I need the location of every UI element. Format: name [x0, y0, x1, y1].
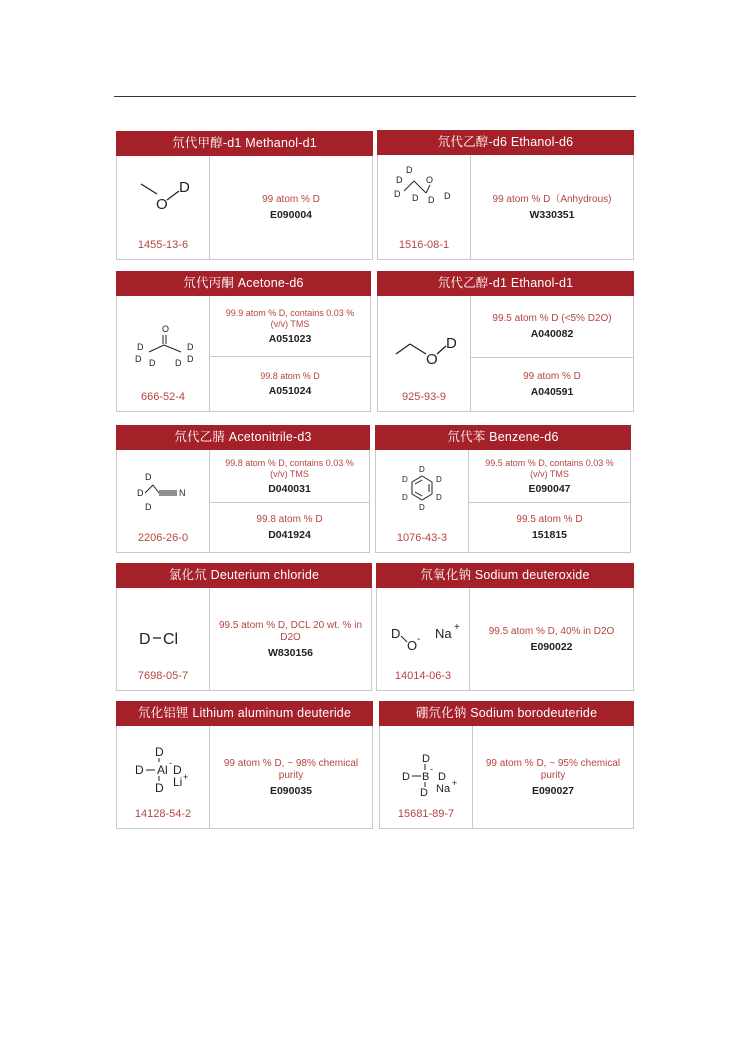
product-card-sodium-deuteroxide	[376, 563, 634, 691]
svg-text:+: +	[452, 778, 458, 788]
structure-panel	[378, 155, 471, 259]
svg-text:D: D	[436, 475, 442, 484]
svg-text:D: D	[187, 354, 194, 364]
structure-panel	[376, 450, 469, 552]
spec-text: 99.5 atom % D (<5% D2O)	[492, 313, 612, 324]
product-card-methanol-d1	[116, 131, 373, 260]
svg-text:D: D	[149, 358, 156, 368]
acetonitrile-d3-structure-icon	[121, 456, 205, 526]
svg-text:Li: Li	[173, 775, 183, 789]
catalog-number: D040031	[268, 482, 311, 495]
svg-text:D: D	[412, 193, 419, 203]
sodium-deuteroxide-structure-icon	[381, 594, 465, 664]
svg-text:O: O	[407, 638, 418, 653]
svg-text:D: D	[175, 358, 182, 368]
spec-cell	[469, 450, 630, 502]
card-title: 氘代甲醇-d1 Methanol-d1	[116, 131, 373, 156]
svg-text:D: D	[406, 165, 413, 175]
cas-number: 15681-89-7	[397, 808, 455, 820]
catalog-number: E090022	[530, 640, 573, 653]
methanol-d1-structure-icon	[121, 162, 205, 232]
spec-text: 99.5 atom % D, 40% in D2O	[488, 625, 615, 637]
svg-text:D: D	[155, 745, 164, 759]
structure-panel	[378, 296, 471, 411]
cas-number: 925-93-9	[401, 391, 447, 403]
catalog-number: W330351	[529, 208, 575, 221]
svg-text:Na: Na	[436, 783, 451, 795]
deuterium-chloride-structure-icon	[121, 594, 205, 664]
catalog-number: A051024	[268, 385, 312, 397]
svg-text:D: D	[422, 753, 430, 765]
spec-cell	[210, 588, 371, 690]
catalog-number: E090004	[269, 209, 313, 221]
product-card-ethanol-d6	[377, 130, 634, 260]
svg-text:D: D	[402, 771, 410, 783]
catalog-number: A040591	[530, 386, 574, 398]
spec-text: 99 atom % D（Anhydrous)	[492, 193, 612, 205]
product-card-lithium-aluminum-deuteride	[116, 701, 373, 829]
svg-text:D: D	[402, 493, 408, 502]
cas-number: 7698-05-7	[137, 670, 189, 682]
svg-text:Al: Al	[157, 763, 168, 777]
product-card-sodium-borodeuteride	[379, 701, 634, 829]
sodium-borodeuteride-structure-icon	[384, 732, 468, 802]
card-title: 硼氘化钠 Sodium borodeuteride	[379, 701, 634, 726]
catalog-number: E090047	[528, 482, 571, 495]
benzene-d6-structure-icon	[380, 456, 464, 528]
cas-number: 666-52-4	[140, 391, 186, 403]
cas-number: 14014-06-3	[394, 670, 452, 682]
svg-text:D: D	[137, 488, 144, 498]
spec-cell	[210, 356, 370, 411]
card-title: 氘代乙腈 Acetonitrile-d3	[116, 425, 370, 450]
structure-panel	[380, 726, 473, 828]
catalog-number: D041924	[268, 529, 311, 541]
product-card-acetone-d6	[116, 271, 371, 412]
product-card-deuterium-chloride	[116, 563, 372, 691]
svg-text:D: D	[446, 335, 457, 352]
svg-text:-: -	[169, 758, 172, 768]
svg-text:D: D	[145, 472, 152, 482]
product-card-benzene-d6	[375, 425, 631, 553]
spec-text: 99.8 atom % D, contains 0.03 % (v/v) TMS	[225, 457, 354, 479]
cas-number: 14128-54-2	[134, 808, 192, 820]
svg-text:D: D	[436, 493, 442, 502]
acetone-d6-structure-icon	[121, 302, 205, 382]
svg-text:D: D	[135, 354, 142, 364]
ethanol-d6-structure-icon	[382, 161, 466, 233]
spec-text: 99 atom % D, ~ 98% chemical purity	[223, 757, 359, 781]
spec-text: 99.8 atom % D	[260, 371, 320, 381]
spec-text: 99.9 atom % D, contains 0.03 % (v/v) TMS	[225, 307, 355, 329]
svg-text:D: D	[391, 626, 401, 641]
structure-panel	[117, 588, 210, 690]
card-title: 氘代丙酮 Acetone-d6	[116, 271, 371, 296]
card-title: 氘氧化钠 Sodium deuteroxide	[376, 563, 634, 588]
catalog-number: A051023	[268, 332, 312, 345]
svg-text:D: D	[155, 781, 164, 795]
spec-text: 99.8 atom % D	[256, 514, 323, 525]
spec-cell	[210, 450, 369, 502]
product-card-acetonitrile-d3	[116, 425, 370, 553]
svg-text:+: +	[183, 772, 189, 782]
cas-number: 1076-43-3	[396, 532, 448, 544]
lithium-aluminum-deuteride-structure-icon	[121, 732, 205, 802]
cas-number: 2206-26-0	[137, 532, 189, 544]
spec-cell	[470, 588, 633, 690]
spec-text: 99.5 atom % D, DCL 20 wt. % in D2O	[218, 619, 363, 643]
spec-text: 99.5 atom % D, contains 0.03 % (v/v) TMS	[485, 457, 614, 479]
svg-text:D: D	[137, 342, 144, 352]
cas-number: 1455-13-6	[137, 239, 189, 251]
svg-text:D: D	[145, 502, 152, 512]
card-title: 氘代乙醇-d1 Ethanol-d1	[377, 271, 634, 296]
svg-text:D: D	[438, 771, 446, 783]
svg-text:O: O	[156, 196, 168, 213]
spec-text: 99.5 atom % D	[516, 514, 583, 525]
catalog-number: E090027	[531, 784, 575, 797]
svg-text:+: +	[454, 622, 460, 633]
structure-panel	[117, 296, 210, 411]
svg-text:D: D	[420, 787, 428, 799]
catalog-number: E090035	[269, 784, 313, 797]
svg-text:N: N	[179, 488, 186, 498]
svg-text:O: O	[426, 175, 434, 185]
spec-cell	[471, 155, 633, 259]
spec-cell	[471, 357, 633, 411]
spec-cell	[210, 726, 372, 828]
ethanol-d1-structure-icon	[382, 302, 466, 382]
spec-cell	[473, 726, 633, 828]
catalog-number: W830156	[268, 646, 313, 659]
svg-text:D: D	[135, 763, 144, 777]
svg-text:D: D	[396, 175, 403, 185]
svg-text:D: D	[428, 195, 435, 205]
spec-cell	[469, 502, 630, 552]
svg-text:-: -	[430, 764, 433, 774]
structure-panel	[117, 156, 210, 259]
structure-panel	[117, 450, 210, 552]
svg-text:D: D	[173, 763, 182, 777]
catalog-number: A040082	[530, 328, 574, 340]
spec-text: 99 atom % D	[262, 194, 320, 205]
card-title: 氘代苯 Benzene-d6	[375, 425, 631, 450]
spec-cell	[210, 156, 372, 259]
svg-text:D: D	[419, 465, 425, 474]
svg-text:O: O	[426, 351, 438, 368]
catalog-number: 151815	[531, 529, 568, 541]
svg-text:D: D	[139, 631, 151, 648]
svg-text:D: D	[394, 189, 401, 199]
spec-text: 99 atom % D	[523, 371, 581, 382]
svg-text:-: -	[417, 634, 421, 645]
svg-text:D: D	[187, 342, 194, 352]
structure-panel	[117, 726, 210, 828]
svg-text:Na: Na	[435, 626, 452, 641]
svg-text:D: D	[402, 475, 408, 484]
svg-text:B: B	[422, 771, 430, 783]
structure-panel	[377, 588, 470, 690]
svg-text:Cl: Cl	[163, 631, 179, 648]
card-title: 氯化氘 Deuterium chloride	[116, 563, 372, 588]
product-card-ethanol-d1	[377, 271, 634, 412]
spec-cell	[210, 502, 369, 552]
card-title: 氘化铝锂 Lithium aluminum deuteride	[116, 701, 373, 726]
spec-text: 99 atom % D, ~ 95% chemical purity	[485, 757, 621, 781]
spec-cell	[471, 296, 633, 357]
svg-text:O: O	[162, 324, 170, 334]
svg-text:D: D	[419, 503, 425, 512]
svg-text:D: D	[179, 179, 190, 196]
spec-cell	[210, 296, 370, 356]
svg-text:D: D	[444, 191, 451, 201]
card-title: 氘代乙醇-d6 Ethanol-d6	[377, 130, 634, 155]
top-rule	[114, 96, 636, 97]
cas-number: 1516-08-1	[398, 239, 450, 251]
